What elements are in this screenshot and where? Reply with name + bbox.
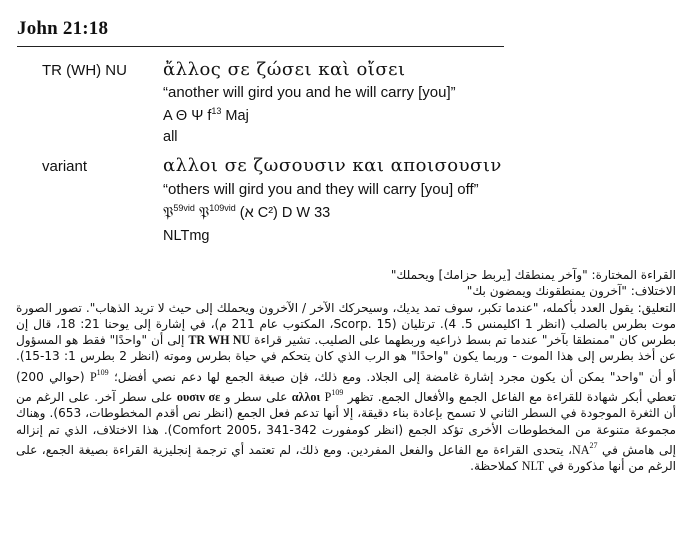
alloi-ref: αλλοι: [291, 390, 321, 405]
variant-line: [16, 283, 676, 299]
comment-part-7: كملاحظة.: [470, 459, 518, 474]
na27-ref: [572, 440, 598, 457]
na-sup: 27: [589, 440, 598, 450]
chosen-text: "وآخر يمنطقك [يربط حزامك] ويحملك": [390, 268, 588, 282]
greek-text-variant: αλλοι σε ζωσουσιν και αποισουσιν: [163, 155, 502, 176]
greek-text-primary: ἄλλος σε ζώσει καὶ οἴσει: [163, 59, 406, 80]
variant-label: الاختلاف:: [630, 284, 676, 299]
comment-part-5: على سطر آخر. على الرغم من أن الثغرة الموجودة في السطر الثاني لا تسمح بإعادة بناء دقيقة، إلا أنها تدعم فعل الجمع (انظر نص أقدم المخطوطات، 653). وهناك مجموعة متنوعة من المخطوطات الأخرى تؤكد الجمع (انظر كومفورت Comfort 2005، 341-342). هذا الاختلاف، الذي تم إنزاله إلى هامش في: [16, 390, 677, 457]
comment-label: التعليق:: [637, 300, 676, 315]
gloss-primary: “another will gird you and he will carry [you]”: [163, 84, 456, 101]
gloss-variant: “others will gird you and they will carry [you] off”: [163, 181, 479, 198]
variant-text: "آخرون يمنطقونك ويمضون بك": [466, 284, 627, 299]
papyrus-59-symbol: 𝔓: [163, 205, 174, 221]
family-13-sup: 13: [211, 106, 222, 116]
verse-heading: John 21:18: [17, 18, 109, 39]
comment-part-2: إلى أن "واحدًا" فقط هو المسؤول عن أخذ بطرس إلى هذا الموت - وربما يكون "واحدًا" هو الرب الذي كان يتحكم في حياة بطرس وموته (انظر 2 بطرس 1: 13-15). أو أن "واحد" يمكن أن يكون مجرد إشارة غامضة إلى الجلاد. ومع ذلك، فإن صيغة الجمع لها دعم نصي أفضل؛: [16, 333, 676, 384]
tr-wh-nu-ref: TR WH NU: [188, 333, 251, 348]
reading-label-tr-wh-nu: TR (WH) NU: [42, 62, 127, 79]
nlt-ref: NLT: [521, 459, 545, 474]
witnesses-variant-tail: (א C²) D W 33: [235, 205, 331, 221]
papyrus-59-sup: 59vid: [173, 203, 195, 213]
witnesses-primary-main: A Θ Ψ f: [163, 108, 212, 124]
witnesses-primary: [163, 106, 249, 124]
versions-variant: NLTmg: [163, 228, 210, 244]
heading-divider: [17, 46, 504, 47]
p109-sup: 109: [96, 367, 109, 377]
comment-part-3: (حوالي 200) تعطي أبكر شهادة للقراءة مع الفاعل الجمع والأفعال الجمع. تظهر: [16, 369, 676, 405]
p109-symbol-2: P: [324, 390, 332, 405]
commentary-block: [16, 267, 676, 475]
ousin-se-ref: ουσιν σε: [176, 390, 221, 405]
comment-paragraph: [16, 300, 676, 475]
p109-ref: [89, 367, 109, 384]
comment-part-1: يقول العدد بأكمله، "عندما تكبر، سوف تمد يديك، وسيحركك الآخر / الآخرون ويحملك إلى حيث لا تريد الذهاب". تصور الصورة موت بطرس بالصلب (انظر 1 اكليمنس 5. 4). ترتليان (Scorp. 15، المكتوب عام 211 م)، في إشارة إلى يوحنا 21: 18، قال إن بطرس كان "ممنطقا بآخر" عندما تم بسط ذراعيه وربطهما على الصليب. تشير قراءة: [16, 300, 676, 348]
papyrus-109-sup: 109vid: [209, 203, 236, 213]
na-text: NA: [572, 442, 590, 457]
witnesses-variant: [163, 203, 330, 221]
p109-symbol: P: [89, 369, 97, 384]
p109-sup-2: 109: [331, 388, 344, 398]
comment-part-6: ، يتحدى القراءة مع الفاعل والفعل المفردين. ومع ذلك، لم تعتمد أي ترجمة إنجليزية القراءة بصيغة الجمع، على الرغم من أنها مذكورة في: [16, 442, 676, 474]
p109-ref-2: [325, 390, 344, 404]
comment-part-4: على سطر و: [224, 390, 288, 405]
versions-primary: all: [163, 129, 178, 145]
chosen-reading-line: [16, 267, 676, 283]
witnesses-primary-tail: Maj: [221, 108, 249, 124]
reading-label-variant: variant: [42, 158, 88, 175]
papyrus-109-symbol: 𝔓: [194, 205, 210, 221]
chosen-label: القراءة المختارة:: [591, 268, 676, 282]
